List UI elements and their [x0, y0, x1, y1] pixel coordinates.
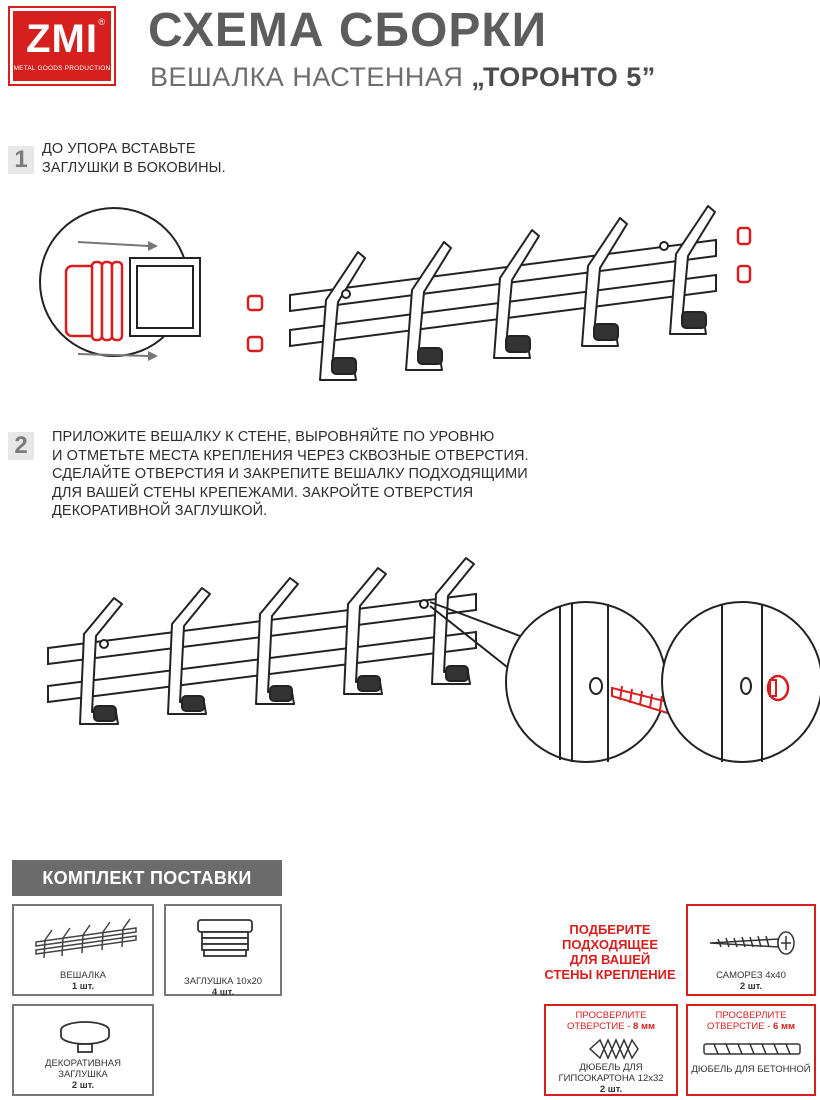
advice-line: ПОДБЕРИТЕ [569, 922, 651, 937]
kit-item-name: ДЕКОРАТИВНАЯ [45, 1058, 121, 1069]
registered-mark: ® [98, 17, 105, 27]
fastener-label [688, 970, 814, 992]
kit-item-hanger [12, 904, 154, 996]
fastener-advice [540, 922, 680, 982]
kit-item-name: ЗАГЛУШКА [58, 1069, 108, 1080]
fastener-label [546, 1062, 676, 1095]
drill-instruction [546, 1010, 676, 1032]
advice-line: ДЛЯ ВАШЕЙ [569, 952, 651, 967]
drill-line: ПРОСВЕРЛИТЕ [715, 1010, 787, 1021]
drywall-anchor-icon [586, 1036, 642, 1062]
fastener-qty: 2 шт. [599, 1084, 623, 1095]
fastener-label [688, 1064, 814, 1075]
step-2-line: СДЕЛАЙТЕ ОТВЕРСТИЯ И ЗАКРЕПИТЕ ВЕШАЛКУ ПОДХОДЯЩИМИ [52, 466, 528, 482]
drill-line: ПРОСВЕРЛИТЕ [575, 1010, 647, 1021]
step-2-line: ДЛЯ ВАШЕЙ СТЕНЫ КРЕПЕЖАМИ. ЗАКРОЙТЕ ОТВЕРСТИЯ [52, 484, 474, 501]
step-1-line: ЗАГЛУШКИ В БОКОВИНЫ. [42, 159, 226, 176]
kit-item-decorative-cap [12, 1004, 154, 1096]
drill-size: 6 мм [773, 1021, 796, 1032]
fastener-screw [686, 904, 816, 996]
step-2-line: И ОТМЕТЬТЕ МЕСТА КРЕПЛЕНИЯ ЧЕРЕЗ СКВОЗНЫЕ ОТВЕРСТИЯ. [52, 447, 529, 464]
kit-item-label [14, 970, 152, 992]
brand-logo [10, 8, 114, 84]
page-subtitle [150, 60, 656, 94]
end-cap-icon [194, 916, 256, 962]
screw-icon [708, 930, 798, 956]
fastener-name: САМОРЕЗ 4х40 [716, 970, 786, 981]
step-2-illustration [0, 540, 820, 780]
drill-size: 8 мм [633, 1021, 656, 1032]
kit-item-end-cap [164, 904, 282, 996]
kit-item-name: ЗАГЛУШКА 10х20 [183, 976, 263, 987]
kit-item-label [166, 976, 280, 998]
step-1-line: ДО УПОРА ВСТАВЬТЕ [42, 141, 196, 157]
logo-subtext: METAL GOODS PRODUCTION [13, 65, 111, 72]
drill-line: ОТВЕРСТИЕ - [706, 1021, 774, 1032]
fastener-name: ДЮБЕЛЬ ДЛЯ [579, 1062, 643, 1073]
logo-text: ZMI [26, 17, 98, 61]
step-2-text [52, 428, 529, 521]
kit-item-qty: 2 шт. [71, 1080, 95, 1091]
kit-header: КОМПЛЕКТ ПОСТАВКИ [12, 860, 282, 896]
product-name: „ТОРОНТО 5” [471, 62, 656, 92]
step-1-text [42, 140, 226, 177]
step-2-line: ПРИЛОЖИТЕ ВЕШАЛКУ К СТЕНЕ, ВЫРОВНЯЙТЕ ПО УРОВНЮ [52, 429, 495, 445]
advice-line: ПОДХОДЯЩЕЕ [561, 937, 658, 952]
cap-detail [662, 602, 820, 762]
fastener-qty: 2 шт. [739, 981, 763, 992]
decorative-cap-icon [56, 1016, 114, 1054]
step-1-illustration [0, 180, 820, 410]
fastener-drywall-anchor [544, 1004, 678, 1096]
subtitle-prefix: ВЕШАЛКА НАСТЕННАЯ [150, 62, 472, 92]
kit-item-label [14, 1058, 152, 1091]
step-1-number: 1 [8, 146, 34, 174]
step-2-line: ДЕКОРАТИВНОЙ ЗАГЛУШКОЙ. [52, 503, 268, 519]
drill-instruction [688, 1010, 814, 1032]
kit-item-qty: 1 шт. [71, 981, 95, 992]
page-title: СХЕМА СБОРКИ [148, 4, 548, 57]
concrete-anchor-icon [700, 1038, 806, 1060]
advice-line: СТЕНЫ КРЕПЛЕНИЕ [544, 967, 676, 982]
drill-line: ОТВЕРСТИЕ - [566, 1021, 634, 1032]
kit-item-name: ВЕШАЛКА [59, 970, 107, 981]
step-2-number: 2 [8, 432, 34, 460]
fastener-concrete-anchor [686, 1004, 816, 1096]
fastener-name: ДЮБЕЛЬ ДЛЯ БЕТОННОЙ [691, 1064, 811, 1075]
kit-item-qty: 4 шт. [211, 987, 235, 998]
hanger-icon [32, 918, 138, 962]
fastener-name: ГИПСОКАРТОНА 12х32 [558, 1073, 664, 1084]
cap-insertion-detail [40, 208, 200, 361]
